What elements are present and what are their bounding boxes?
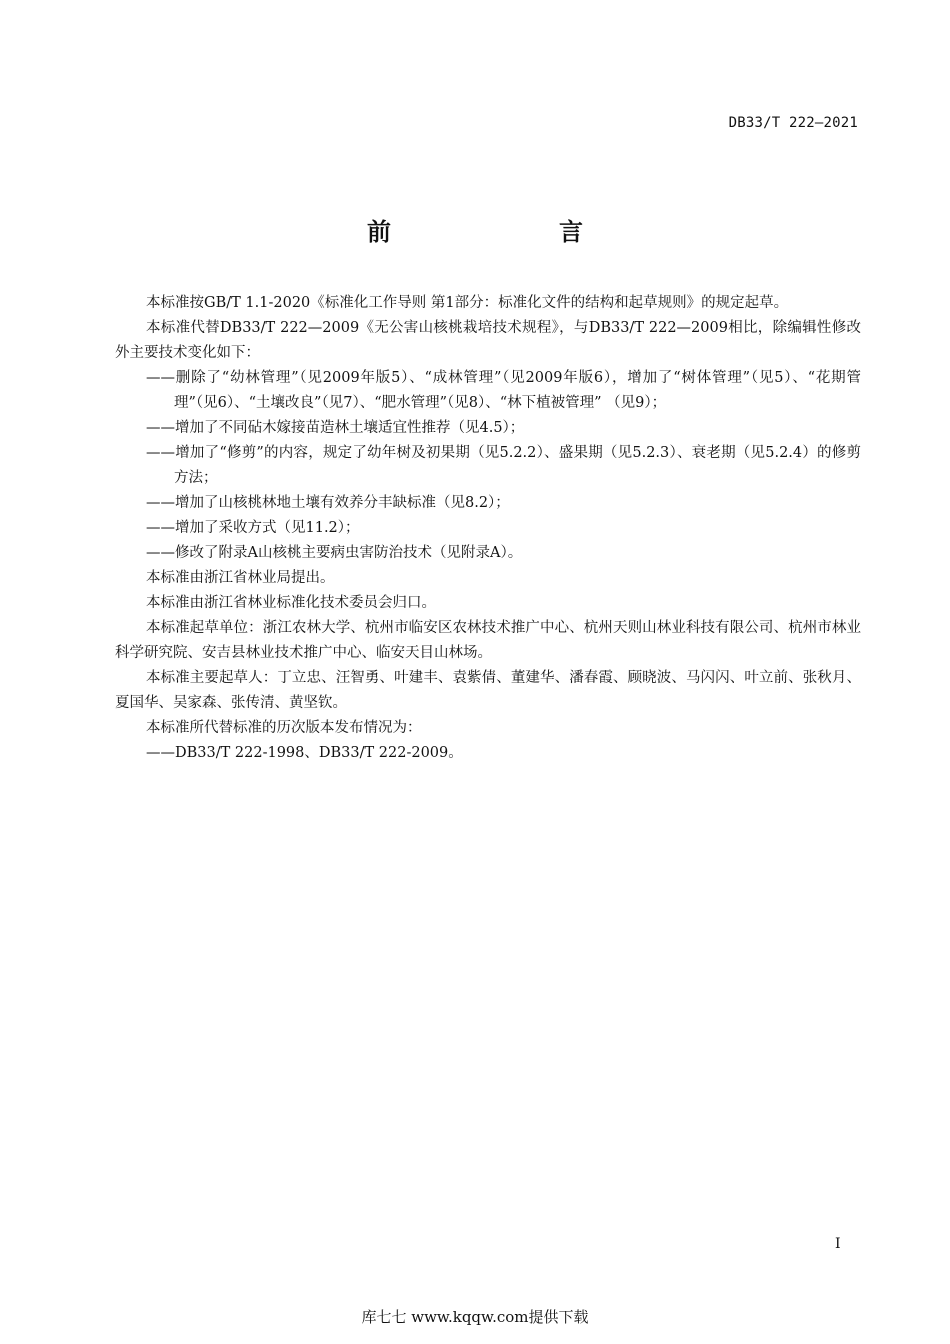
paragraph-history: ——DB33/T 222-1998、DB33/T 222-2009。 [146,745,463,761]
change-item: ——增加了不同砧木嫁接苗造林土壤适宜性推荐（见4.5）； [146,420,525,436]
change-item: ——增加了采收方式（见11.2）； [146,520,360,536]
page-title: 前 言 [367,218,623,246]
paragraph-drafting-rules: 本标准按GB/T 1.1-2020《标准化工作导则 第1部分：标准化文件的结构和起草规则》的规定起草。 [146,295,789,311]
footer-watermark: 库七七 www.kqqw.com提供下载 [361,1308,589,1326]
change-item: ——删除了“幼林管理”（见2009年版5）、“成林管理”（见2009年版6），增加了“树体管理”（见5）、“花期管理”（见6）、“土壤改良”（见7）、“肥水管理”（见8）、“林下植被管理” （见9）； [146,370,861,411]
foreword-body [115,291,861,766]
change-item: ——增加了“修剪”的内容，规定了幼年树及初果期（见5.2.2）、盛果期（见5.2.3）、衰老期（见5.2.4）的修剪方法； [146,445,861,486]
paragraph-proposer: 本标准由浙江省林业局提出。 [146,570,335,586]
change-item: ——修改了附录A山核桃主要病虫害防治技术（见附录A）。 [146,545,523,561]
change-item: ——增加了山核桃林地土壤有效养分丰缺标准（见8.2）； [146,495,510,511]
paragraph-replacement: 本标准代替DB33/T 222—2009《无公害山核桃栽培技术规程》，与DB33/T 222—2009相比，除编辑性修改外主要技术变化如下： [115,320,861,361]
document-number: DB33/T 222—2021 [728,115,858,131]
page-number: I [835,1236,841,1252]
paragraph-drafters: 本标准主要起草人：丁立忠、汪智勇、叶建丰、袁紫倩、董建华、潘春霞、顾晓波、马闪闪、叶立前、张秋月、夏国华、吴家森、张传清、黄坚钦。 [115,670,861,711]
paragraph-committee: 本标准由浙江省林业标准化技术委员会归口。 [146,595,436,611]
paragraph-drafting-units: 本标准起草单位：浙江农林大学、杭州市临安区农林技术推广中心、杭州天则山林业科技有限公司、杭州市林业科学研究院、安吉县林业技术推广中心、临安天目山林场。 [115,620,861,661]
paragraph-history-intro: 本标准所代替标准的历次版本发布情况为： [146,720,422,736]
